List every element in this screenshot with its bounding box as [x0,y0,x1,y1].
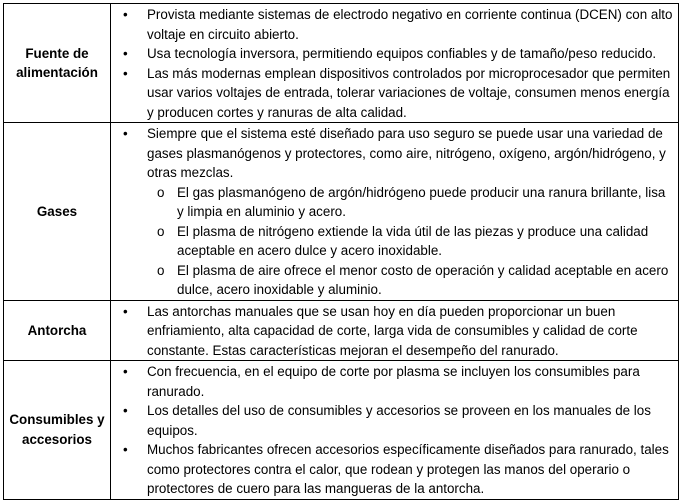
row-label: Consumibles y accesorios [4,361,111,500]
table-row [4,123,679,301]
row-content [111,123,679,301]
bullet-list [111,362,674,499]
table-row [4,361,679,500]
sub-list-item: o El plasma de nitrógeno extiende la vida útil de las piezas y produce una calidad aceptable en acero dulce y acero inoxidable. [147,222,674,261]
row-label: Fuente de alimentación [4,4,111,123]
row-label: Antorcha [4,300,111,361]
bullet-list [111,302,674,361]
table-row [4,300,679,361]
list-item: • Con frecuencia, en el equipo de corte por plasma se incluyen los consumibles para ranurado. [111,362,674,401]
list-item: • Los detalles del uso de consumibles y accesorios se proveen en los manuales de los equipos. [111,401,674,440]
bullet-list [111,5,674,122]
info-table [3,3,679,500]
list-item: • Las antorchas manuales que se usan hoy en día pueden proporcionar un buen enfriamiento, alta capacidad de corte, larga vida de consumibles y calidad de corte constante. Estas características mejoran el desempeño del ranurado. [111,302,674,361]
list-item-text: Siempre que el sistema esté diseñado para uso seguro se puede usar una variedad de gases plasmanógenos y protectores, como aire, nitrógeno, oxígeno, argón/hidrógeno, y otras mezclas. [147,126,666,180]
row-content [111,300,679,361]
list-item: • Usa tecnología inversora, permitiendo equipos confiables y de tamaño/peso reducido. [111,44,674,64]
sub-bullet-list [147,183,674,300]
list-item [111,124,674,300]
table-row [4,4,679,123]
bullet-list [111,124,674,300]
row-label: Gases [4,123,111,301]
row-content [111,4,679,123]
sub-list-item: o El gas plasmanógeno de argón/hidrógeno puede producir una ranura brillante, lisa y limpia en aluminio y acero. [147,183,674,222]
row-content [111,361,679,500]
list-item: • Provista mediante sistemas de electrodo negativo en corriente continua (DCEN) con alto voltaje en circuito abierto. [111,5,674,44]
sub-list-item: o El plasma de aire ofrece el menor costo de operación y calidad aceptable en acero dulce, acero inoxidable y aluminio. [147,261,674,300]
list-item: • Las más modernas emplean dispositivos controlados por microprocesador que permiten usar varios voltajes de entrada, tolerar variaciones de voltaje, consumen menos energía y producen cortes y ranuras de alta calidad. [111,64,674,123]
list-item: • Muchos fabricantes ofrecen accesorios específicamente diseñados para ranurado, tales como protectores contra el calor, que rodean y protegen las manos del operario o protectores de cuero para las mangueras de la antorcha. [111,440,674,499]
